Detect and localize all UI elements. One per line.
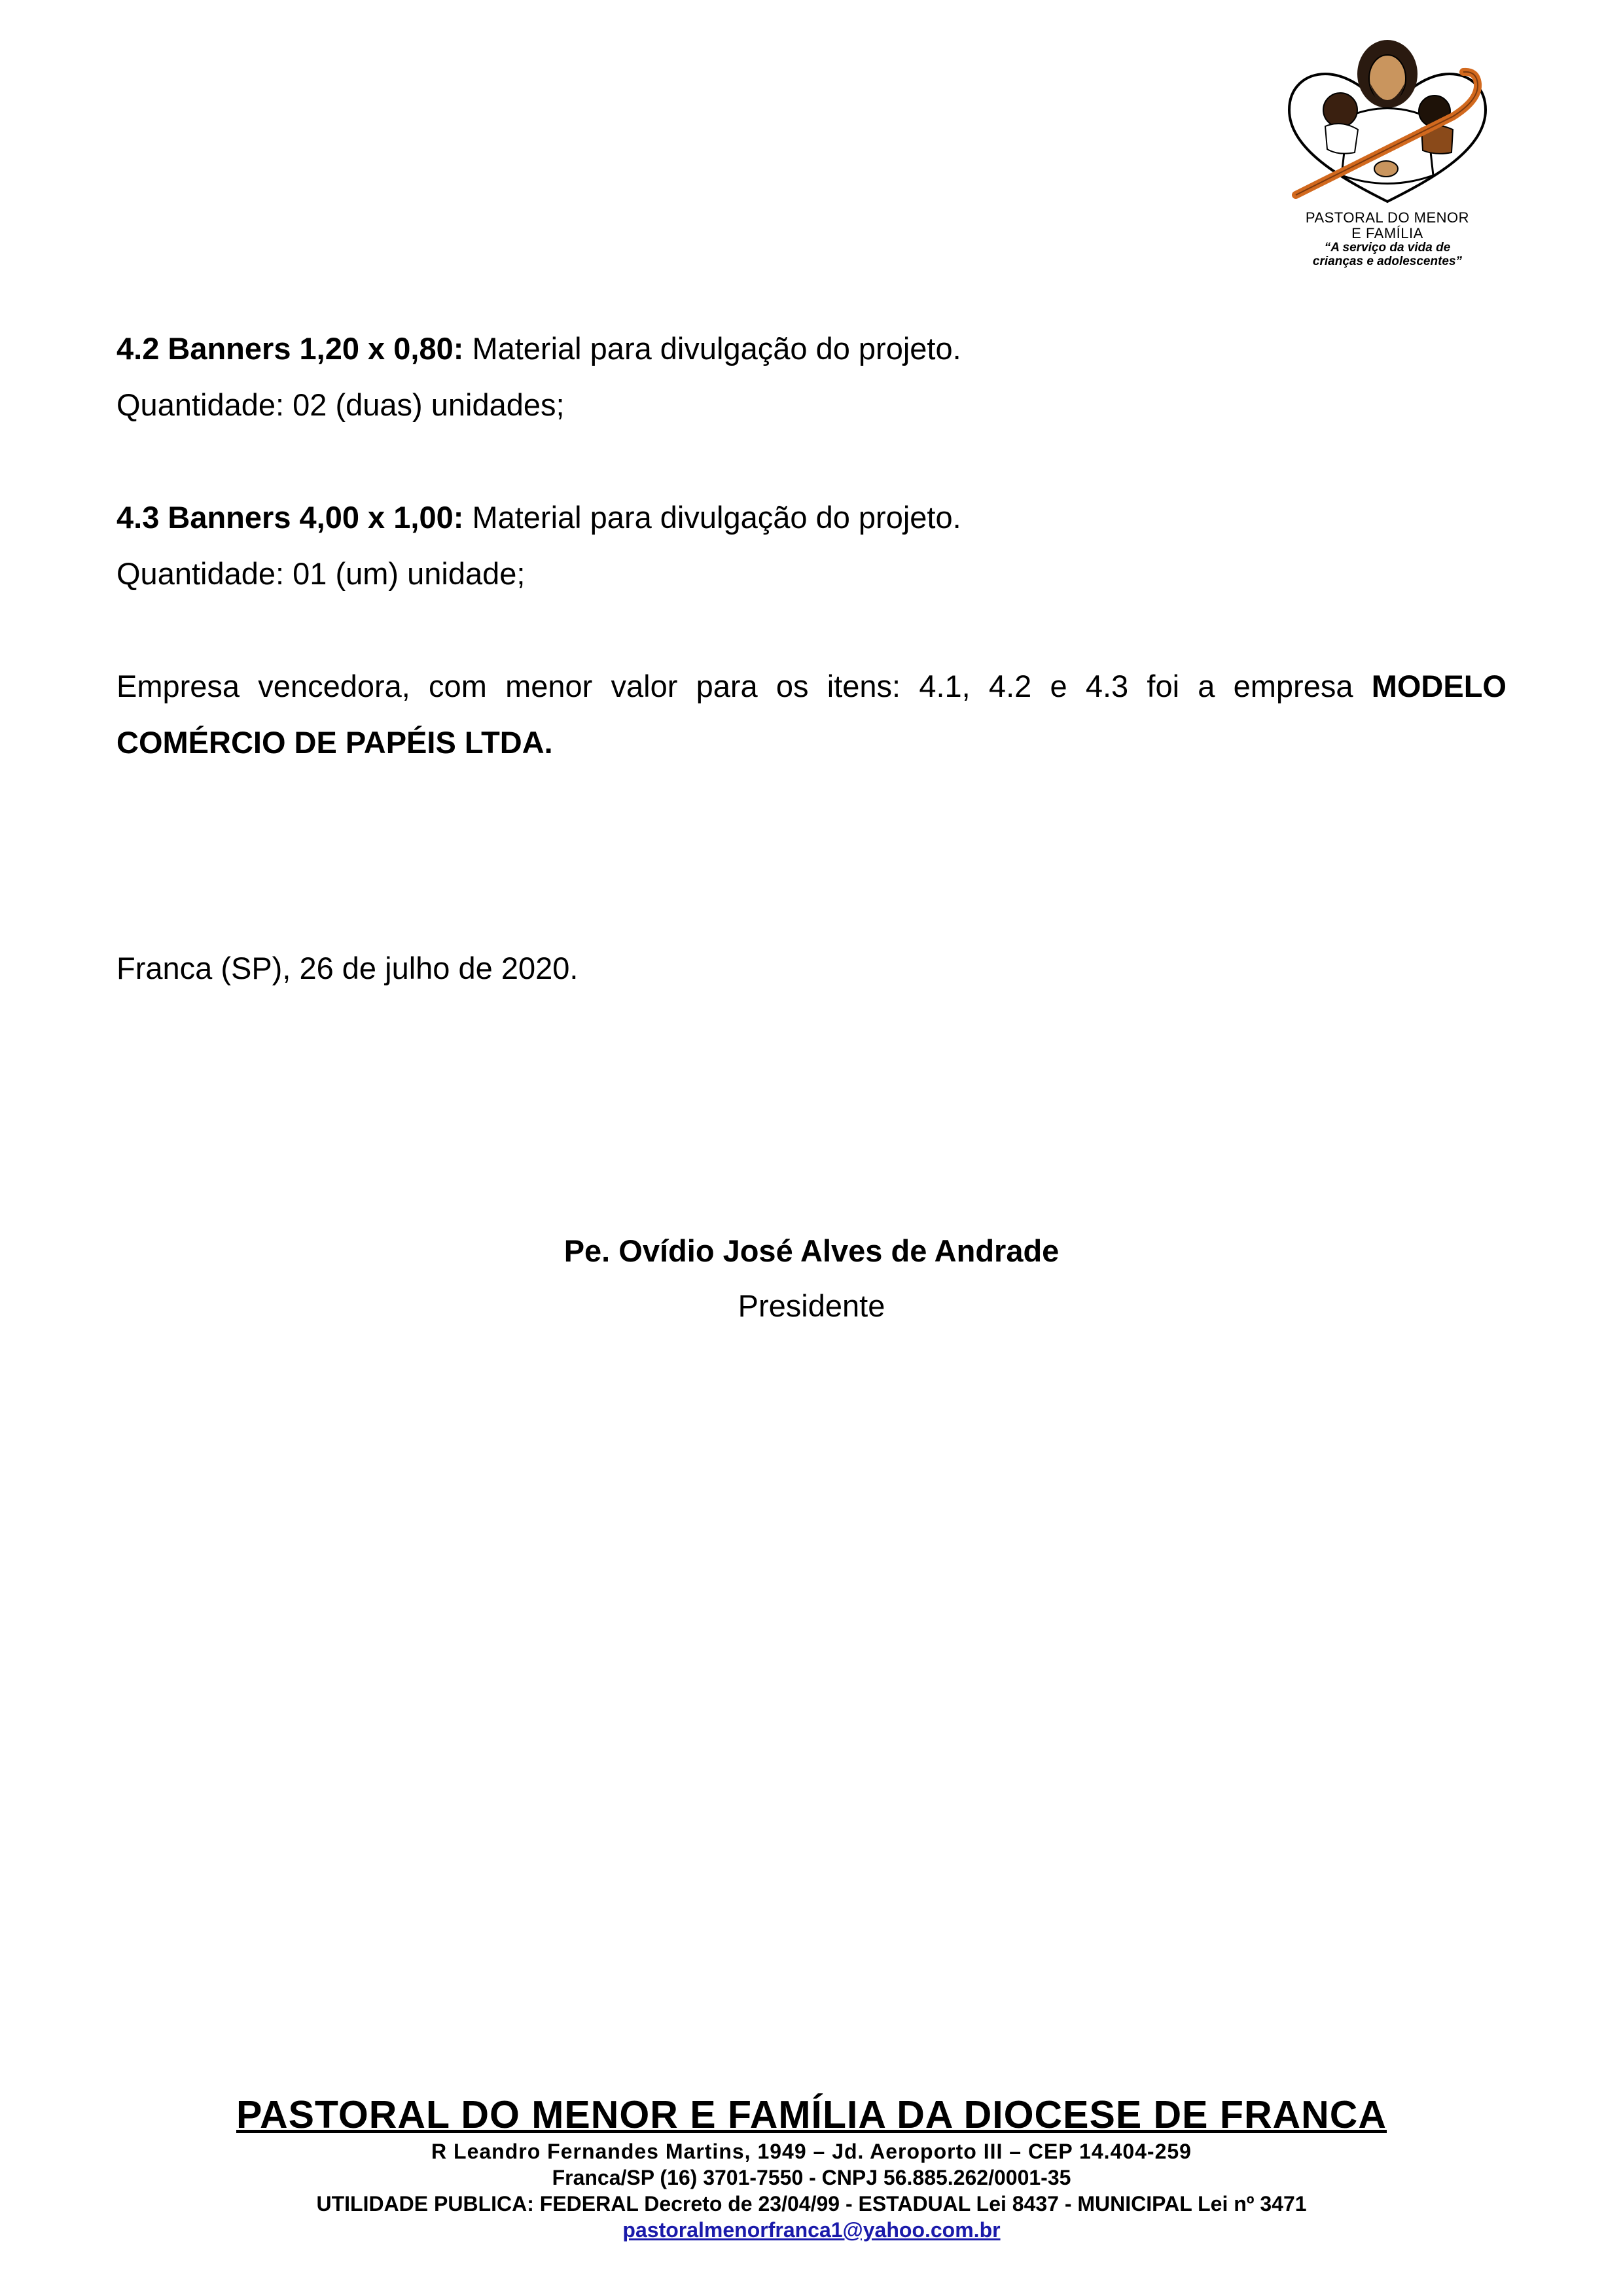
item-4-3-description: Material para divulgação do projeto. [463, 500, 961, 535]
logo-motto-line2: crianças e adolescentes” [1312, 255, 1463, 268]
item-4-3-quantity: Quantidade: 01 (um) unidade; [116, 556, 526, 591]
footer-title: PASTORAL DO MENOR E FAMÍLIA DA DIOCESE DE FRANCA [236, 2093, 1387, 2136]
item-4-2-quantity: Quantidade: 02 (duas) unidades; [116, 387, 565, 422]
organization-logo [1270, 38, 1505, 274]
item-4-2-title: 4.2 Banners 1,20 x 0,80: [116, 331, 464, 366]
footer-address: R Leandro Fernandes Martins, 1949 – Jd. Aeroporto III – CEP 14.404-259 [431, 2140, 1192, 2163]
result-text: Empresa vencedora, com menor valor para os itens: 4.1, 4.2 e 4.3 foi a empresa [116, 669, 1372, 703]
logo-org-line1: PASTORAL DO MENOR [1305, 209, 1470, 226]
logo-illustration [1270, 38, 1505, 209]
date-line: Franca (SP), 26 de julho de 2020. [116, 951, 579, 985]
signatory-role: Presidente [738, 1288, 885, 1323]
logo-org-line2: E FAMÍLIA [1351, 225, 1423, 241]
footer-email-link[interactable]: pastoralmenorfranca1@yahoo.com.br [622, 2218, 1001, 2242]
winning-company: MODELO COMÉRCIO DE PAPÉIS LTDA. [116, 669, 1507, 760]
result-paragraph [116, 658, 1507, 771]
item-4-3-line [116, 489, 1507, 546]
footer-utility: UTILIDADE PUBLICA: FEDERAL Decreto de 23/04/99 - ESTADUAL Lei 8437 - MUNICIPAL Lei nº 3471 [316, 2192, 1307, 2216]
signatory-name: Pe. Ovídio José Alves de Andrade [563, 1233, 1060, 1268]
item-4-2-description: Material para divulgação do projeto. [463, 331, 961, 366]
item-4-3 [116, 489, 1507, 602]
logo-motto-line1: “A serviço da vida de [1324, 241, 1451, 255]
footer-contact: Franca/SP (16) 3701-7550 - CNPJ 56.885.262/0001-35 [552, 2166, 1071, 2189]
item-4-3-title: 4.3 Banners 4,00 x 1,00: [116, 500, 464, 535]
item-4-2 [116, 321, 1507, 433]
item-4-2-line [116, 321, 1507, 377]
